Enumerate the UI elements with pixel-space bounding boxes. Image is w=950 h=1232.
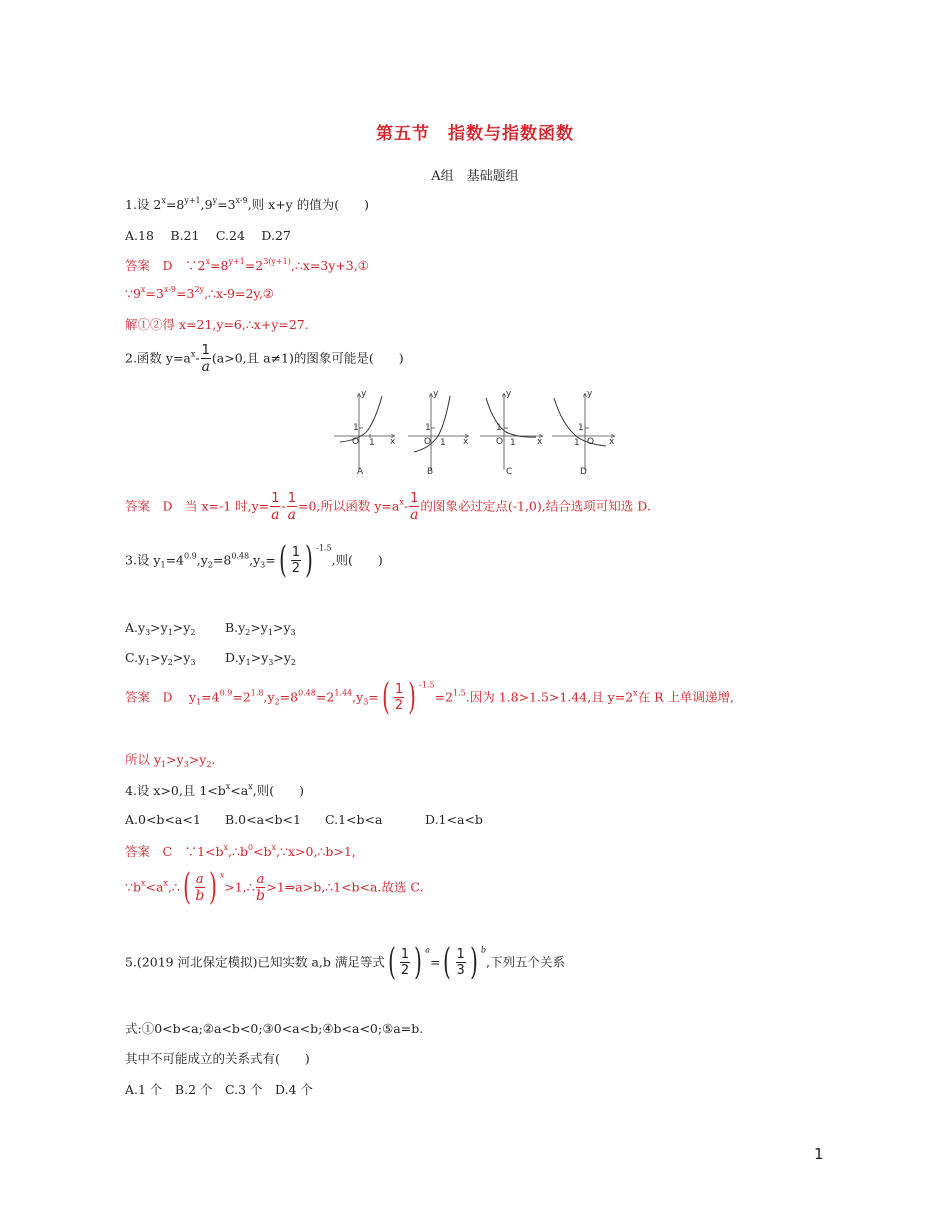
fraction-one-third: $\frac{1}{3}$ [456,947,465,978]
fraction-a-over-b: $\frac{a}{b}$ [195,872,205,904]
graph-b [408,390,469,470]
question-1-answer-line-3: 解①②得 x=21,y=6,∴x+y=27. [125,317,309,332]
svg-text:1: 1 [496,423,502,433]
question-3-option-b: $B.y_2>y_1>y_3$ [225,620,296,637]
section-subtitle: A组 基础题组 [431,169,519,184]
svg-text:O: O [352,437,360,447]
svg-text:y: y [587,390,593,399]
question-2-answer: 答案 D 当 x=-1 时,y= $\frac{1}{a}$ - $\frac{1}{a}$ =0,所以函数 $y=a^x-$ $\frac{1}{a}$ 的图象必过定点(-1,0),结合选项可知选 D. [125,491,651,523]
graph-a [334,390,396,470]
svg-text:1: 1 [510,438,516,448]
question-3-answer-line-2: 所以 $y_1>y_3>y_2$. [125,752,216,769]
question-5-stem-line-2: 式:①0<b<a;②a<b<0;③0<a<b;④b<a<0;⑤a=b. [125,1021,424,1036]
fraction-1-over-a: $\frac{1}{a}$ [201,343,210,375]
svg-text:x: x [537,437,543,447]
fraction-a-over-b: $\frac{a}{b}$ [256,872,265,904]
question-1-answer-line-2: $\because 9^x=3^{x-9}=3^{2y},\therefore x-9=2y,②$ [125,285,275,301]
svg-text:1: 1 [425,423,431,433]
graph-label-b: B [427,467,434,477]
fraction-1-over-a: $\frac{1}{a}$ [287,491,297,523]
question-1-options: A.18 B.21 C.24 D.27 [125,228,291,243]
question-3-option-a: $A.y_3>y_1>y_2$ [125,620,196,637]
question-4-stem: 4.设 x>0,且 $1<b^x<a^x$,则( ) [125,782,304,798]
question-2-stem: 2.函数 $y=a^x-$ $\frac{1}{a}$ (a>0,且 a≠1)的图象可能是( ) [125,343,404,375]
question-4-option-b: B.0<a<b<1 [225,812,301,827]
graph-d [552,390,615,470]
question-1-answer-line-1: 答案 D $\because 2^x=8^{y+1}=2^{3(y+1)},\therefore x=3y+3,①$ [125,257,369,273]
graph-label-c: C [506,467,513,477]
question-1-stem: 1.设 $2^x=8^{y+1},9^y=3^{x-9}$,则 x+y 的值为( ) [125,196,369,212]
question-3-option-c: $C.y_1>y_2>y_3$ [125,650,196,667]
svg-text:y: y [506,390,512,399]
fraction-one-half: $\frac{1}{2}$ [291,545,301,576]
svg-text:O: O [587,437,595,447]
graph-c [480,390,543,470]
fraction-1-over-a: $\frac{1}{a}$ [271,491,280,523]
question-3-option-d: $D.y_1>y_3>y_2$ [225,650,296,667]
svg-text:x: x [390,437,396,447]
question-5-options: A.1 个 B.2 个 C.3 个 D.4 个 [125,1082,314,1097]
svg-text:1: 1 [440,438,446,448]
svg-text:O: O [424,437,432,447]
svg-text:1: 1 [353,423,359,433]
svg-text:y: y [361,390,367,399]
svg-text:x: x [609,437,615,447]
question-5-stem-line-1: 5.(2019 河北保定模拟)已知实数 a,b 满足等式( $\frac{1}{2}$ ) $^a$=( $\frac{1}{3}$ ) $^b$,下列五个关系 [125,942,565,983]
page-number: 1 [814,1145,824,1163]
svg-text:O: O [496,437,504,447]
function-graph-options [330,390,620,480]
svg-text:1: 1 [369,438,375,448]
question-4-option-d: D.1<a<b [425,812,483,827]
page-title: 第五节 指数与指数函数 [376,124,574,144]
question-4-option-c: C.1<b<a [325,812,383,827]
question-4-answer-line-2: $\because b^x<a^x,\therefore$( $\frac{a}{b}$ ) $^x$>1,∴ $\frac{a}{b}$ >1⇒a>b,∴1<b<a.故选 C. [125,867,424,908]
question-3-answer-line-1: 答案 D $y_1=4^{0.9}=2^{1.8},y_2=8^{0.48}=2^{1.44},y_3=$( $\frac{1}{2}$ ) $^{-1.5}=2^{1.5}$.因为 1.8>1.5>1.44,且 $y=2^x$在 R 上单调递增, [125,677,735,718]
svg-text:1: 1 [578,423,584,433]
svg-text:y: y [433,390,439,399]
question-4-answer-line-1: 答案 C $\because 1<b^x,\therefore b^0<b^x,\because x>0,\therefore b>1$, [125,843,356,859]
svg-text:1: 1 [574,438,580,448]
svg-text:x: x [463,437,469,447]
question-4-option-a: A.0<b<a<1 [125,812,201,827]
graph-label-d: D [580,467,587,477]
question-5-stem-line-3: 其中不可能成立的关系式有( ) [125,1051,310,1066]
fraction-1-over-a: $\frac{1}{a}$ [410,491,419,523]
fraction-one-half: $\frac{1}{2}$ [400,947,410,978]
fraction-one-half: $\frac{1}{2}$ [394,682,404,713]
question-3-stem: 3.设 $y_1=4^{0.9},y_2=8^{0.48},y_3=$( $\frac{1}{2}$ ) $^{-1.5}$,则( ) [125,540,383,581]
graph-label-a: A [357,467,364,477]
